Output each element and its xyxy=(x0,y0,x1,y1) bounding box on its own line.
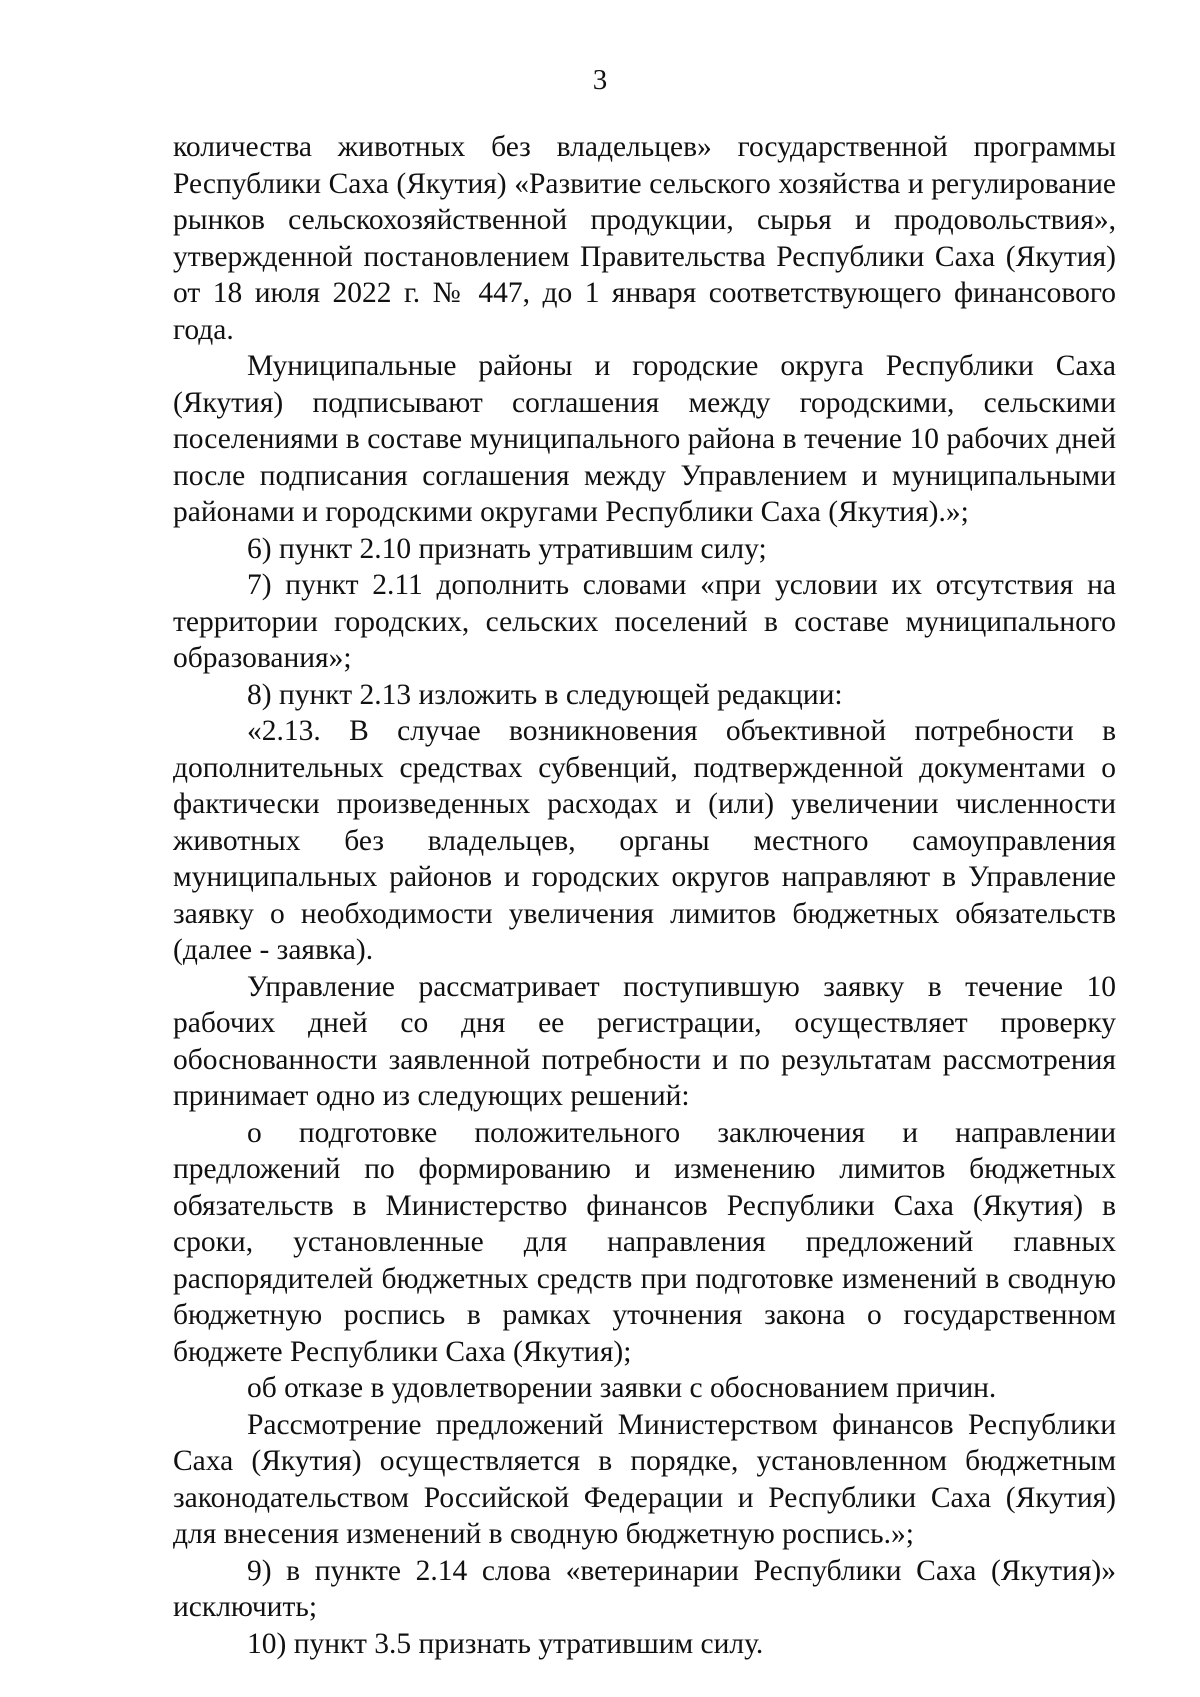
paragraph-clause-2-13: «2.13. В случае возникновения объективной потребности в дополнительных средствах субвенций, подтвержденной документами о фактически произведенных расходах и (или) увеличении численности животных без владельцев, органы местного самоуправления муниципальных районов и городских округов направляют в Управление заявку о необходимости увеличения лимитов бюджетных обязательств (далее - заявка). xyxy=(173,715,1116,966)
paragraph-item-6: 6) пункт 2.10 признать утратившим силу; xyxy=(247,532,767,565)
paragraph-positive-decision: о подготовке положительного заключения и направлении предложений по формированию и изменению лимитов бюджетных обязательств в Министерство финансов Республики Саха (Якутия) в сроки, установленные для направления предложений главных распорядителей бюджетных средств при подготовке изменений в сводную бюджетную роспись в рамках уточнения закона о государственном бюджете Республики Саха (Якутия); xyxy=(173,1116,1116,1368)
paragraph-continuation: количества животных без владельцев» государственной программы Республики Саха (Якутия) «Развитие сельского хозяйства и регулирование рынков сельскохозяйственной продукции, сырья и продовольствия», утвержденной постановлением Правительства Республики Саха (Якутия) от 18 июля 2022 г. № 447, до 1 января соответствующего финансового года. xyxy=(173,131,1116,346)
paragraph-item-8: 8) пункт 2.13 изложить в следующей редакции: xyxy=(247,678,843,711)
paragraph-item-7: 7) пункт 2.11 дополнить словами «при условии их отсутствия на территории городских, сельских поселений в составе муниципального образования»; xyxy=(173,569,1116,674)
paragraph-item-10: 10) пункт 3.5 признать утратившим силу. xyxy=(247,1627,764,1660)
paragraph-item-9: 9) в пункте 2.14 слова «ветеринарии Республики Саха (Якутия)» исключить; xyxy=(173,1554,1116,1623)
document-body xyxy=(173,129,1116,1662)
paragraph-municipal-agreements: Муниципальные районы и городские округа Республики Саха (Якутия) подписывают соглашения между городскими, сельскими поселениями в составе муниципального района в течение 10 рабочих дней после подписания соглашения между Управлением и муниципальными районами и городскими округами Республики Саха (Якутия).»; xyxy=(173,350,1116,528)
paragraph-application-review: Управление рассматривает поступившую заявку в течение 10 рабочих дней со дня ее регистрации, осуществляет проверку обоснованности заявленной потребности и по результатам рассмотрения принимает одно из следующих решений: xyxy=(173,970,1116,1112)
page-number: 3 xyxy=(592,64,608,96)
paragraph-ministry-review: Рассмотрение предложений Министерством финансов Республики Саха (Якутия) осуществляется в порядке, установленном бюджетным законодательством Российской Федерации и Республики Саха (Якутия) для внесения изменений в сводную бюджетную роспись.»; xyxy=(173,1408,1116,1550)
paragraph-refusal-decision: об отказе в удовлетворении заявки с обоснованием причин. xyxy=(247,1372,997,1404)
